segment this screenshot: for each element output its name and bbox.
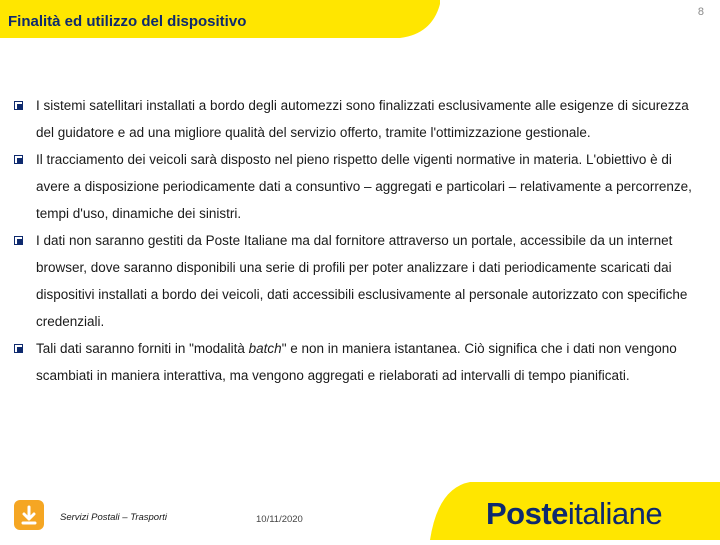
bullet-text-end: " e non in maniera istantanea. Ciò significa che i dati non vengono scambiati in maniera interattiva, ma vengono aggregati e rielaborati ad intervalli di tempo pianificati. — [36, 341, 677, 383]
bullet-item — [14, 227, 704, 335]
footer-department: Servizi Postali – Trasporti — [60, 512, 167, 523]
checkbox-bullet-icon — [14, 101, 23, 110]
bullet-item — [14, 335, 704, 389]
bullet-text-start: Tali dati saranno forniti in "modalità — [36, 341, 249, 356]
checkbox-bullet-icon — [14, 155, 23, 164]
bullet-item — [14, 92, 704, 146]
bullet-text: Il tracciamento dei veicoli sarà disposto nel pieno rispetto delle vigenti normative in materia. L'obiettivo è di avere a disposizione periodicamente dati a consuntivo – aggregati e particolari – relativamente a percorrenze, tempi d'uso, dinamiche dei sinistri. — [36, 152, 692, 221]
page-title: Finalità ed utilizzo del dispositivo — [8, 13, 247, 30]
logo-text-bold: Poste — [486, 496, 568, 531]
page-number: 8 — [697, 6, 704, 18]
logo-text-regular: italiane — [567, 496, 663, 531]
checkbox-bullet-icon — [14, 344, 23, 353]
bullet-text: I dati non saranno gestiti da Poste Italiane ma dal fornitore attraverso un portale, accessibile da un internet browser, dove saranno disponibili una serie di profili per poter analizzare i dati periodicamente scaricati dai dispositivi installati a bordo dei veicoli, dati accessibili esclusivamente al personale autorizzato con specifiche credenziali. — [36, 233, 688, 329]
title-banner — [0, 0, 440, 38]
checkbox-bullet-icon — [14, 236, 23, 245]
download-arrow-icon — [14, 500, 44, 530]
bullet-item — [14, 146, 704, 227]
poste-italiane-logo — [486, 496, 662, 532]
bullet-list — [14, 92, 704, 389]
bullet-text-italic: batch — [248, 341, 282, 356]
footer-date: 10/11/2020 — [256, 514, 303, 525]
bullet-text: I sistemi satellitari installati a bordo degli automezzi sono finalizzati esclusivamente alle esigenze di sicurezza del guidatore e ad una migliore qualità del servizio offerto, tramite l'ottimizzazione gestionale. — [36, 98, 689, 140]
